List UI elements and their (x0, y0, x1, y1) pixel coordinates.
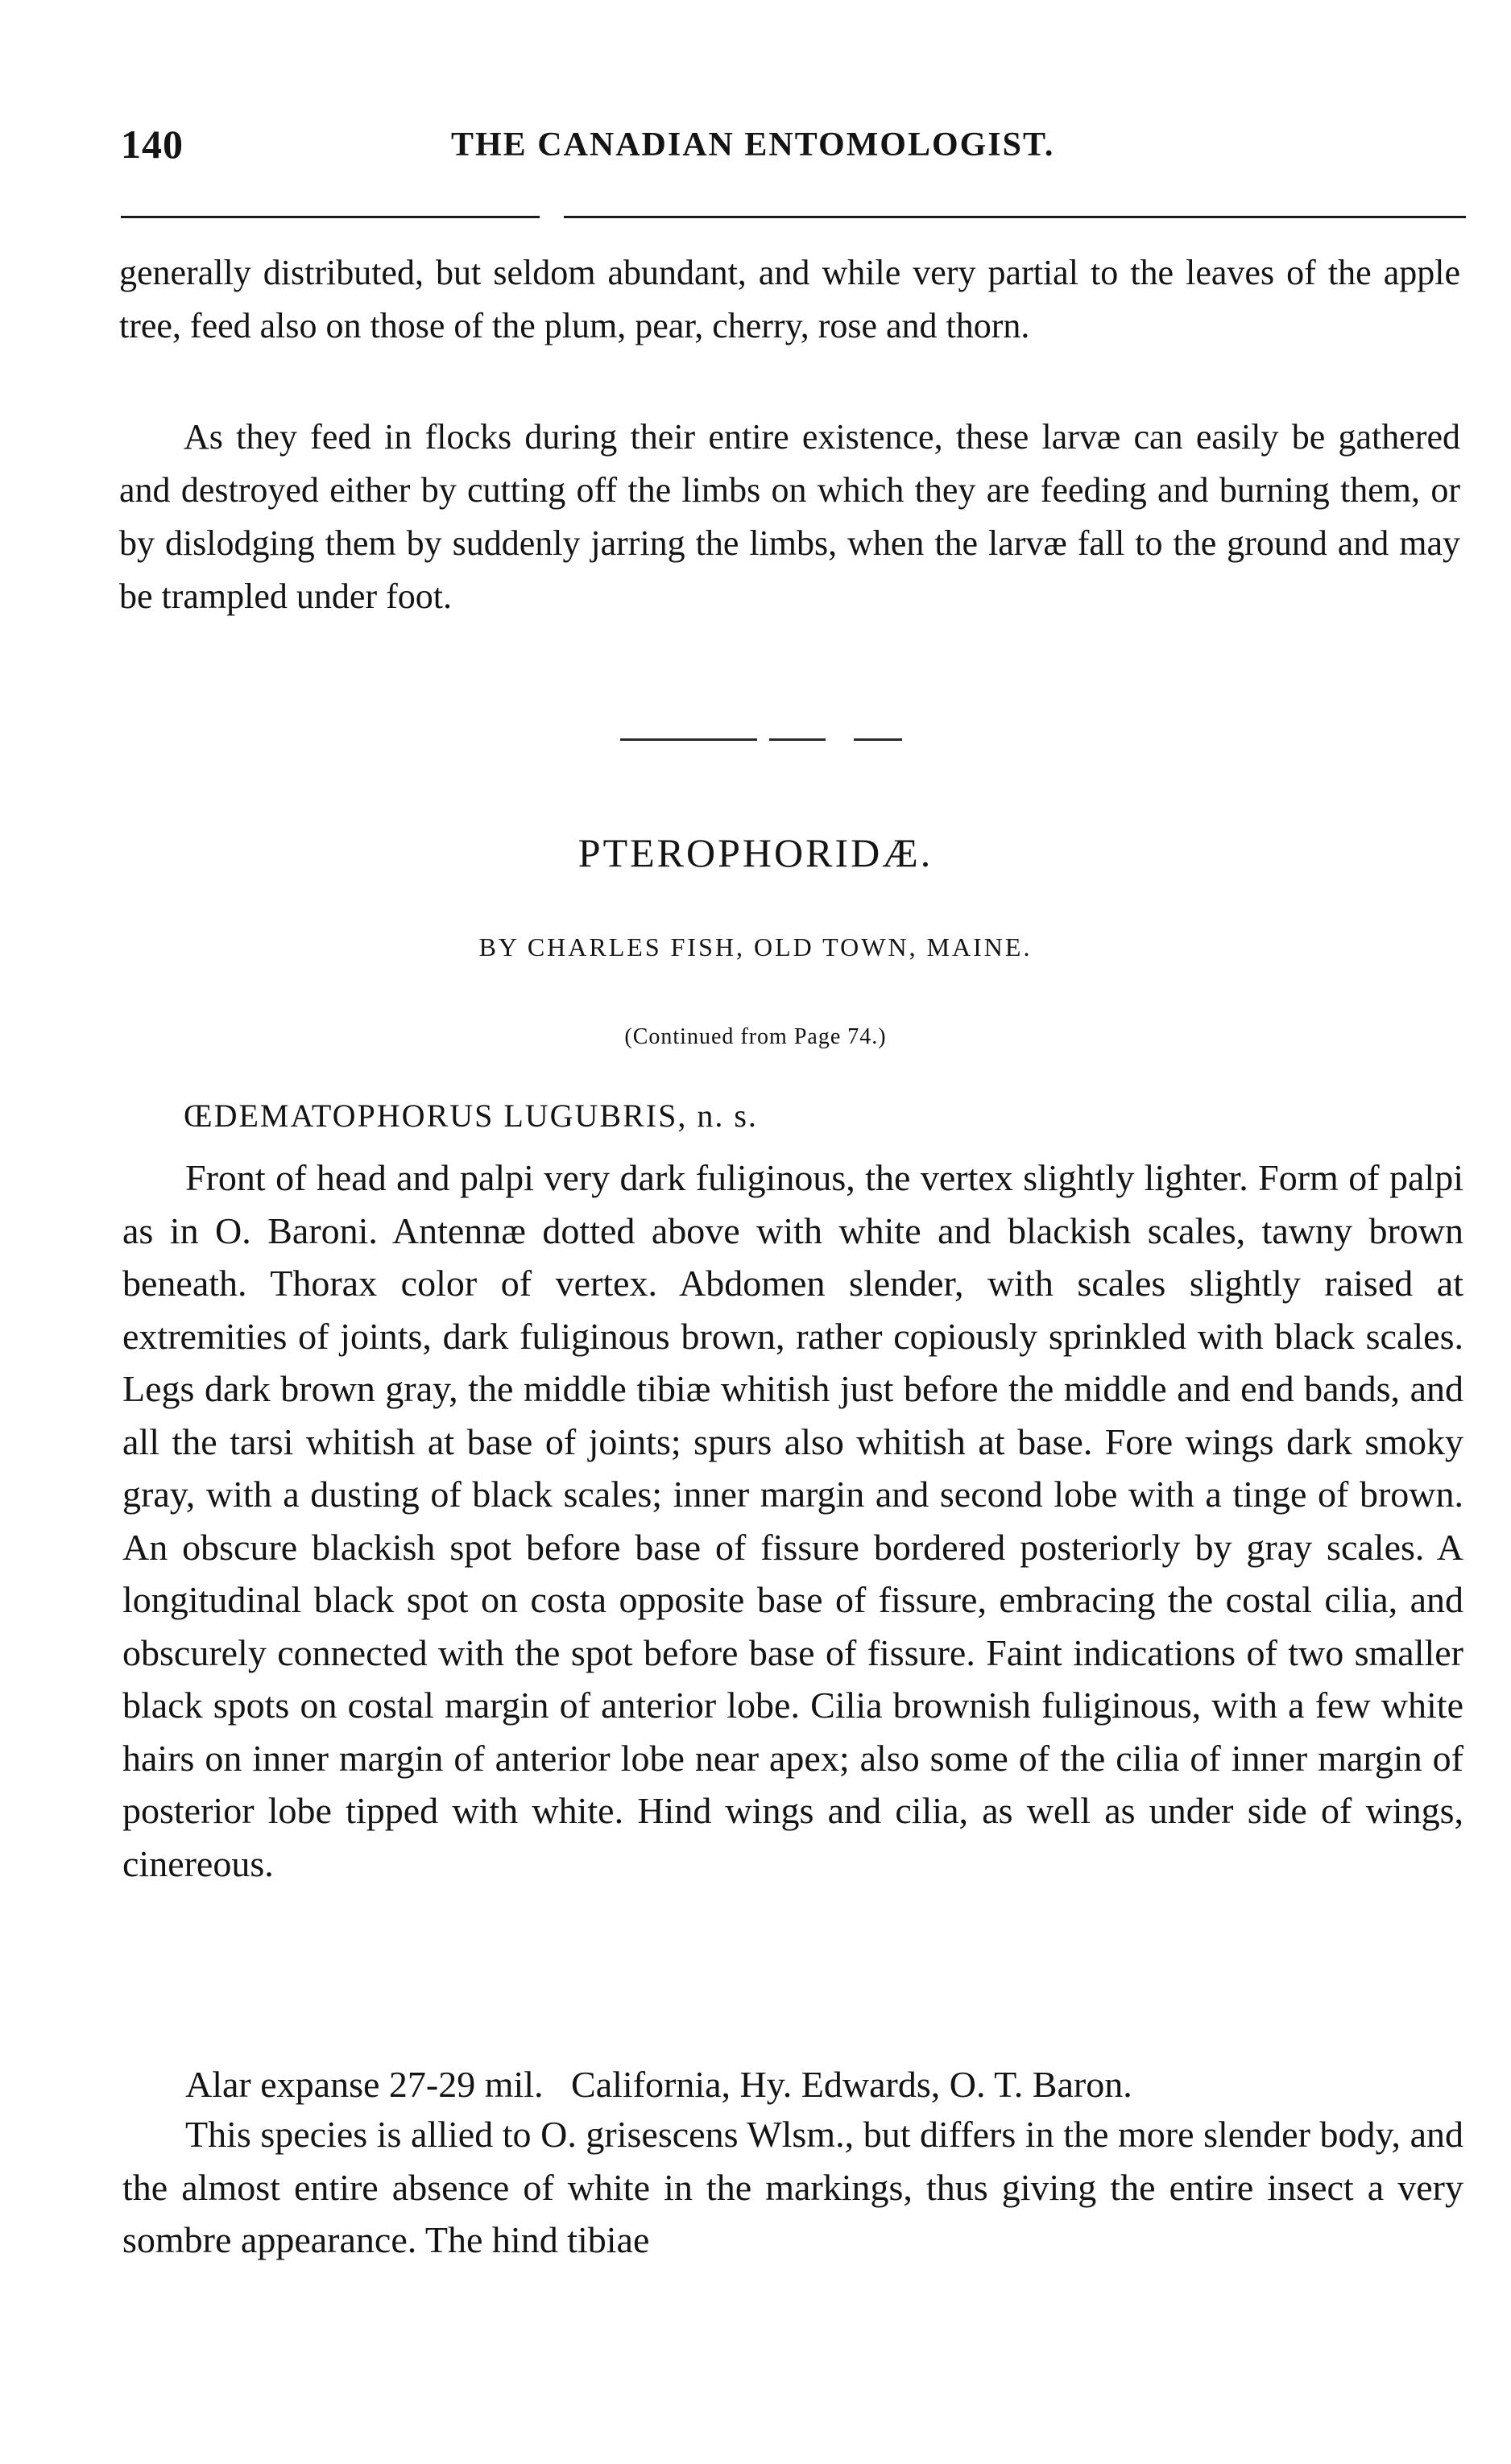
author-byline: BY CHARLES FISH, OLD TOWN, MAINE. (478, 932, 1033, 961)
paragraph-continued: generally distributed, but seldom abundant, and while very partial to the leaves of the apple tree, feed also on those of the plum, pear, cherry, rose and thorn. (119, 253, 1460, 345)
paragraph-larvae: As they feed in flocks during their entire existence, these larvæ can easily be gathered and destroyed either by cutting off the limbs on which they are feeding and burning them, or by dislodging them by suddenly jarring the limbs, when the larvæ fall to the ground and may be trampled under foot. (119, 417, 1460, 616)
header-rule-left (121, 216, 540, 218)
continued-note: (Continued from Page 74.) (624, 1024, 887, 1049)
species-description: Front of head and palpi very dark fuliginous, the vertex slightly lighter. Form of palpi as in O. Baroni. Antennæ dotted above with white and blackish scales, tawny brown beneath. Thorax color of vertex. Abdomen slender, with scales slightly raised at extremities of joints, dark fuliginous brown, rather copiously sprinkled with black scales. Legs dark brown gray, the middle tibiæ whitish just before the middle and end bands, and all the tarsi whitish at base of joints; spurs also whitish at base. Fore wings dark smoky gray, with a dusting of black scales; inner margin and second lobe with a tinge of brown. An obscure blackish spot before base of fissure bordered posteriorly by gray scales. A longitudinal black spot on costa opposite base of fissure, embracing the costal cilia, and obscurely connected with the spot before base of fissure. Faint indications of two smaller black spots on costal margin of anterior lobe. Cilia brownish fuliginous, with a few white hairs on inner margin of anterior lobe near apex; also some of the cilia of inner margin of posterior lobe tipped with white. Hind wings and cilia, as well as under side of wings, cinereous. (122, 1157, 1463, 1884)
alar-expanse: Alar expanse 27-29 mil. California, Hy. Edwards, O. T. Baron. (185, 2064, 1132, 2105)
species-remarks: This species is allied to O. grisescens Wlsm., but differs in the more slender body, and the almost entire absence of white in the markings, thus giving the entire insect a very sombre appearance. The hind tibiae (122, 2114, 1463, 2260)
page-number: 140 (121, 122, 184, 167)
section-title: PTEROPHORIDÆ. (577, 830, 934, 875)
species-heading: ŒDEMATOPHORUS LUGUBRIS, n. s. (184, 1098, 758, 1134)
header-rule-right (564, 216, 1466, 218)
running-head: THE CANADIAN ENTOMOLOGIST. (451, 126, 1055, 163)
page-header (121, 121, 1458, 169)
